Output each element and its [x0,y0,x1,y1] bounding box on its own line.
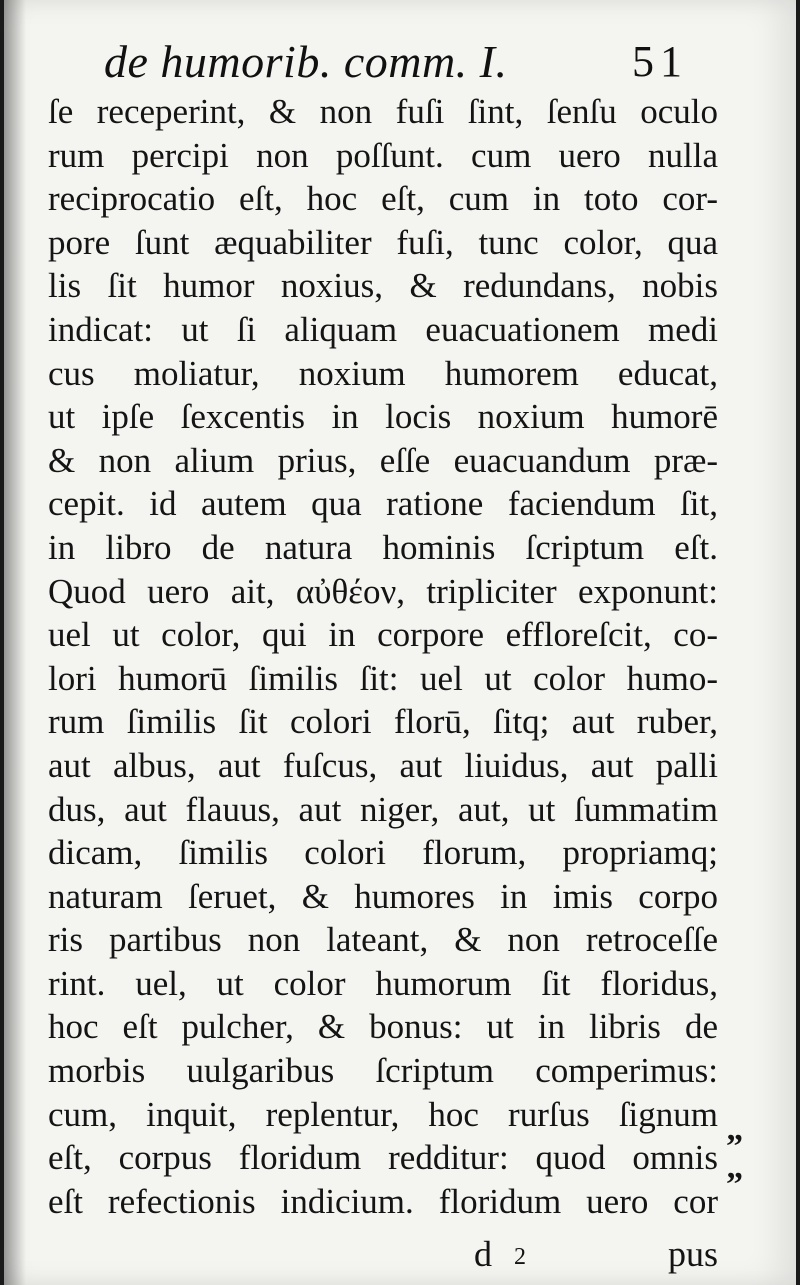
text-line: lis ſit humor noxius, & redundans, nobis [48,266,718,306]
text-line: aut albus, aut fuſcus, aut liuidus, aut palli [48,745,718,785]
text-line: rum percipi non poſſunt. cum uero nulla [48,135,718,175]
text-line: indicat: ut ſi aliquam euacuationem medi [48,309,718,349]
book-page [4,0,796,1285]
text-line: cepit. id autem qua ratione faciendum ſit, [48,484,718,524]
text-line: morbis uulgaribus ſcriptum comperimus: [48,1051,718,1091]
text-line: cum, inquit, replentur, hoc rurſus ſignum [48,1094,718,1134]
page-footer [474,1232,724,1276]
running-title: de humorib. comm. I. [104,36,508,87]
page-header [104,32,704,92]
text-line: ſe receperint, & non fuſi ſint, ſenſu oculo [48,92,718,131]
margin-quote-marks [726,1128,743,1204]
signature-number: 2 [514,1244,526,1270]
text-line: lori humorū ſimilis ſit: uel ut color humo- [48,658,718,698]
text-line: rint. uel, ut color humorum ſit floridus, [48,963,718,1003]
text-line: & non alium prius, eſſe euacuandum præ- [48,440,718,480]
text-line: eſt refectionis indicium. floridum uero cor [48,1181,718,1221]
text-line: dicam, ſimilis colori florum, propriamq; [48,833,718,873]
catchword: pus [667,1234,718,1274]
text-line: ris partibus non lateant, & non retroceſſe [48,920,718,960]
text-line: reciprocatio eſt, hoc eſt, cum in toto cor- [48,179,718,219]
text-line: ut ipſe ſexcentis in locis noxium humorē [48,397,718,437]
text-line: naturam ſeruet, & humores in imis corpo [48,876,718,916]
text-line: dus, aut flauus, aut niger, aut, ut ſummatim [48,789,718,829]
text-line: Quod uero ait, αὐθέον, tripliciter exponunt: [48,571,718,611]
body-text [48,90,718,1223]
text-line: uel ut color, qui in corpore effloreſcit, co- [48,615,718,655]
text-line: rum ſimilis ſit colori florū, ſitq; aut ruber, [48,702,718,742]
page-number: 51 [632,37,688,86]
margin-quote-mark: ” [726,1128,743,1165]
signature-mark [474,1232,526,1279]
text-line: hoc eſt pulcher, & bonus: ut in libris de [48,1007,718,1047]
text-line: eſt, corpus floridum redditur: quod omnis [48,1138,718,1178]
text-line: pore ſunt æquabiliter fuſi, tunc color, qua [48,222,718,262]
text-line: in libro de natura hominis ſcriptum eſt. [48,527,718,567]
spine-shadow [4,0,26,1285]
text-line: cus moliatur, noxium humorem educat, [48,353,718,393]
signature-letter: d [474,1234,492,1274]
margin-quote-mark: ” [726,1166,743,1203]
